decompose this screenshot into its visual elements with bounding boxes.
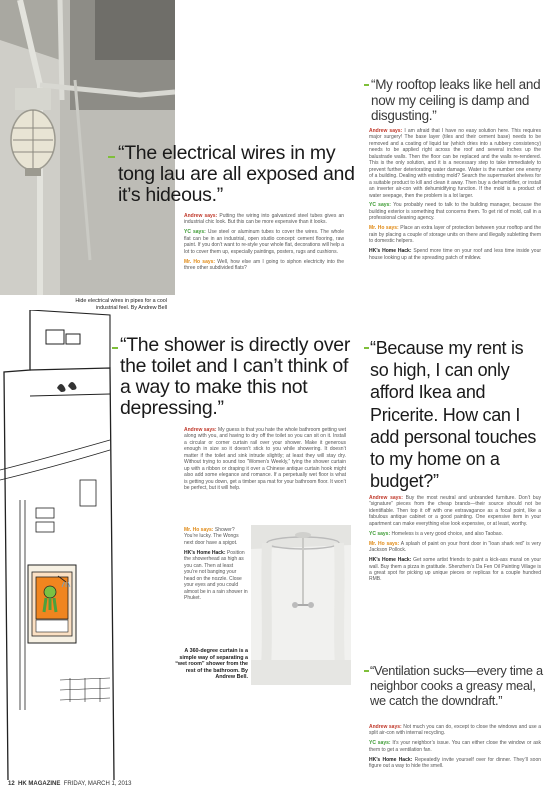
answer-yc	[369, 740, 541, 753]
answer-yc	[369, 202, 541, 221]
home-hack-label: HK’s Home Hack:	[369, 557, 412, 564]
answer-andrew	[369, 724, 541, 737]
answer-ho	[184, 527, 248, 546]
yc-label: YC says:	[184, 229, 206, 236]
home-hack-text: Position the showerhead as high as you can. Then at least you’re not banging your head on the nozzle. Close your eyes and you could almost be in a rain shower in Phuket.	[184, 549, 248, 602]
photo-shower	[251, 525, 351, 685]
answer-ho	[184, 259, 344, 272]
home-hack-label: HK’s Home Hack:	[369, 756, 413, 763]
answer-yc	[184, 229, 344, 255]
ho-label: Mr. Ho says:	[369, 540, 400, 547]
andrew-label: Andrew says:	[184, 213, 218, 219]
ho-answer-text: A splash of paint on your front door in “loan shark red” is very Jackson Pollock.	[369, 540, 541, 554]
home-hack-text: Spend more time on your roof and less time inside your house looking up at the spreading patch of mildew.	[369, 248, 542, 261]
rooftop-quote: “My rooftop leaks like hell and now my ceiling is damp and disgusting.”	[371, 77, 541, 123]
wires-quote: “The electrical wires in my tong lau are all exposed and it’s hideous.”	[118, 142, 355, 206]
yc-answer-text: It’s your neighbor’s issue. You can either close the window or ask them to get a ventilation fan.	[369, 740, 541, 753]
andrew-label: Andrew says:	[369, 724, 402, 730]
yc-label: YC says:	[369, 202, 391, 209]
answer-andrew	[184, 213, 344, 226]
ho-answer-text: Shower? You’re lucky. The Wongs next door have a spigot.	[184, 527, 239, 546]
andrew-answer-text: Buy the most neutral and unbranded furniture. Don’t buy “signature” pieces from the cheap brands—their source should not be identifiable. Then top it off with one extravagance as a focal point, like a fabulous antique cabinet or a good painting. One expensive item in your apartment can make everything else look expensive, or at least, worthy.	[369, 495, 541, 527]
quote-accent-rule	[364, 670, 369, 672]
answer-andrew	[369, 495, 541, 527]
andrew-label: Andrew says:	[184, 427, 217, 433]
ho-label: Mr. Ho says:	[184, 258, 216, 265]
andrew-answer-text: My guess is that you hate the whole bathroom getting wet along with you, and having to dry off the toilet so you can sit on it. Install a circular or corner curtain rail over your shower. Make it generous enough in size so it doesn’t stick to you while showering. It doesn’t matter if the toilet and sink intrude slightly; at least they will stay dry. Without trying to sound too “Women’s Weekly,” tying the shower curtain up with a ribbon or draping it over a Chinese antique curtain hook might also add some elegance and romance. If a perpetually wet floor is what is getting you down, get a timber spa mat for your bathroom floor. It won’t be perfect, but it will help.	[184, 427, 347, 492]
answer-ho	[369, 541, 541, 554]
andrew-label: Andrew says:	[369, 495, 403, 501]
building-illustration	[0, 310, 120, 780]
home-hack	[369, 248, 541, 261]
answer-andrew	[184, 427, 346, 492]
yc-answer-text: Use steel or aluminum tubes to cover the wires. The whole flat can be in an industrial, open studio concept: cement flooring, raw paint. If you don’t want to re-style your whole flat, decorations will help a lot to cover them up, especially paintings, posters, rugs and cushions.	[184, 229, 345, 255]
ho-label: Mr. Ho says:	[369, 225, 399, 232]
home-hack-text: Repeatedly invite yourself over for dinner. They’ll soon figure out a way to hide the smell.	[369, 756, 542, 770]
andrew-answer-text: Putting the wiring into galvanized steel tubes gives an industrial chic look. But this can be more expensive than it looks.	[184, 213, 345, 226]
home-hack-text: Get some artist friends to paint a kick-ass mural on your wall. Buy them a pizza in gratitude. Shenzhen’s Da Fen Oil Painting Village is a great spot for picking up unique pieces or replicas for a couple hundred RMB.	[369, 557, 541, 583]
quote-accent-rule	[112, 347, 118, 349]
yc-answer-text: Homeless is a very good choice, and also Taobao.	[391, 530, 503, 537]
answer-andrew	[369, 128, 541, 199]
quote-accent-rule	[364, 347, 369, 349]
quote-accent-rule	[364, 84, 369, 86]
ikea-quote: “Because my rent is so high, I can only afford Ikea and Pricerite. How can I add personal touches to my home on a budget?”	[370, 338, 537, 492]
answer-ho	[369, 225, 541, 244]
magazine-name: HK MAGAZINE	[18, 781, 61, 787]
yc-answer-text: You probably need to talk to the building manager, because the building exterior is something that concerns them. To get rid of mold, call in a professional cleaning agency.	[369, 202, 541, 222]
ho-answer-text: Well, how else am I going to siphon electricity into the three other subdivided flats?	[184, 258, 344, 272]
home-hack-label: HK’s Home Hack:	[369, 248, 412, 255]
yc-label: YC says:	[369, 530, 391, 537]
home-hack	[369, 757, 541, 770]
rooftop-answers	[369, 128, 541, 265]
shower-photo-caption: A 360-degree curtain is a simple way of separating a “wet room” shower from the rest of the bathroom. By Andrew Bell.	[175, 648, 248, 681]
ho-answer-text: Place an extra layer of protection between your rooftop and the rain by placing a couple of storage units on there and illegally subletting them to domestic helpers.	[369, 225, 542, 245]
ho-label: Mr. Ho says:	[184, 527, 214, 533]
ikea-answers	[369, 495, 541, 586]
andrew-answer-text: I am afraid that I have no easy solution here. This requires major surgery! The base layer (tiles and their cement base) needs to be removed and a coating of liquid tar (which dries into a rubbery consistency) needs to be applied right across the roof and several inches up the balustrade walls. Then the floor can be replaced and the walls re-rendered. This is the only solution, and it is a necessary step to take immediately to prevent further deteriorating water damage. Water is the number one enemy of a building. Dealing with existing mold? Search the supermarket shelves for a suitable product to kill and clean it away. Then buy a dehumidifier, or install an inverter air-con with dehumidifying function. If the mold is a product of water seepage, then the problem is a lot larger.	[369, 128, 542, 199]
page-footer	[8, 781, 132, 787]
page-number: 12	[8, 781, 15, 787]
caption-line: industrial feel. By Andrew Bell	[95, 304, 167, 311]
andrew-answer-text: Not much you can do, except to close the windows and use a split air-con with internal recycling.	[369, 724, 542, 737]
answer-yc	[369, 531, 541, 537]
home-hack-label: HK’s Home Hack:	[184, 549, 226, 556]
shower-photo-illustration	[251, 525, 351, 685]
yc-label: YC says:	[369, 740, 391, 747]
ventilation-quote: “Ventilation sucks—every time a neighbor cooks a greasy meal, we catch the downdraft.”	[370, 663, 543, 708]
quote-accent-rule	[108, 156, 115, 158]
home-hack	[369, 557, 541, 583]
issue-date: FRIDAY, MARCH 1, 2013	[63, 781, 132, 787]
caption-line: Hide electrical wires in pipes for a cool	[75, 298, 167, 304]
shower-quote: “The shower is directly over the toilet and I can’t think of a way to make this not depressing.”	[120, 334, 351, 419]
wires-answers	[184, 213, 344, 275]
shower-answer-andrew	[184, 427, 346, 495]
andrew-label: Andrew says:	[369, 128, 403, 134]
shower-answers-column	[184, 527, 248, 605]
home-hack	[184, 550, 248, 602]
ventilation-answers	[369, 724, 541, 773]
